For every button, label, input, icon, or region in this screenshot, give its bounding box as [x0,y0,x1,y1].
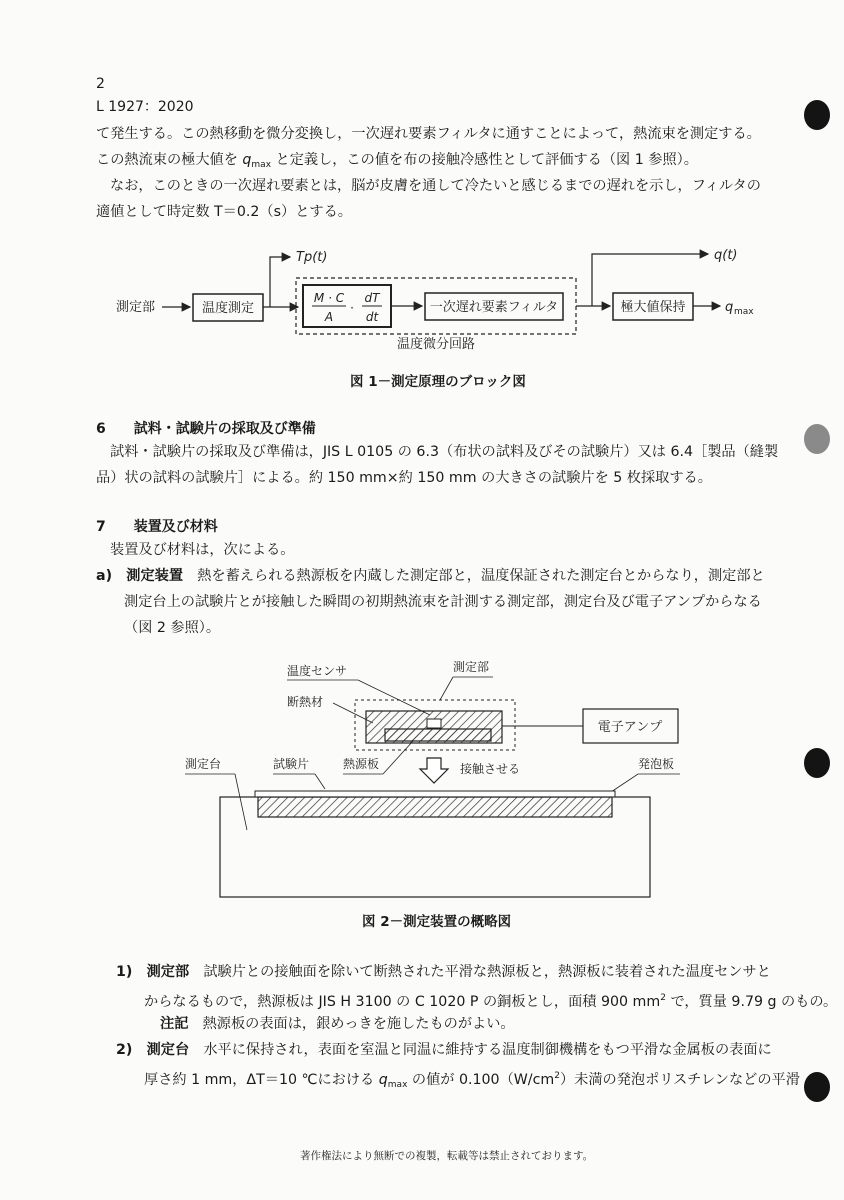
section6-line: 試料・試験片の採取及び準備は，JIS L 0105 の 6.3（布状の試料及びその試験片）又は 6.4［製品（縫製 [110,444,779,460]
filter-label: 一次遅れ要素フィルタ [429,300,559,315]
contact-label: 接触させる [460,762,521,776]
intro-line: この熱流束の極大値を $q_{max}$ と定義し，この値を布の接触冷感性として評価する（図 1 参照）。 [96,152,698,170]
qmax-label: q [725,300,734,315]
note: 注記 熱源板の表面は，銀めっきを施したものがよい。 [160,1016,515,1032]
standard-code: L 1927：2020 [96,99,194,115]
sensor-label: 温度センサ [287,664,348,678]
item2-line: 2) 測定台 水平に保持され，表面を室温と同温に維持する温度制御機構をもつ平滑な金属板の表面に [116,1042,772,1058]
punch-hole [804,100,830,130]
unit-label: 測定部 [453,660,490,674]
punch-hole [804,748,830,778]
item2-line: 厚さ約 1 mm，ΔT＝10 ℃における $q_{max}$ の値が $0.100(W/cm^2)$未満の発泡ポリスチレンなどの平滑 [144,1071,800,1090]
contact-arrow-icon [420,758,448,783]
circuit-label: 温度微分回路 [396,337,476,352]
section7-heading: 7 装置及び材料 [96,519,218,535]
svg-text:dt: dt [365,310,379,324]
svg-text:A: A [324,310,334,324]
specimen-label: 試験片 [273,757,310,771]
svg-text:dT: dT [364,291,380,305]
item-a-line: 測定台上の試験片とが接触した瞬間の初期熱流束を計測する測定部，測定台及び電子アンプからなる [124,594,762,610]
intro-line: て発生する。この熱移動を微分変換し，一次遅れ要素フィルタに通すことによって，熱流束を測定する。 [96,126,761,142]
input-label: 測定部 [116,300,156,315]
max-hold-label: 極大値保持 [620,300,686,315]
section6-heading: 6 試料・試験片の採取及び準備 [96,421,316,437]
heatplate-label: 熱源板 [343,757,380,771]
item1-line: からなるもので，熱源板は JIS H 3100 の C 1020 P の銅板とし，面積 900 $mm^2$ で，質量 9.79 g のもの。 [144,993,838,1010]
item-a-line: （図 2 参照）。 [124,620,221,636]
svg-text:max: max [734,307,754,317]
punch-hole [804,1072,830,1102]
figure1-caption: 図 1－測定原理のブロック図 [350,374,526,390]
q-label: q(t) [714,248,738,263]
item-a-line: a) 測定装置 熱を蓄えられる熱源板を内蔵した測定部と，温度保証された測定台とからなり，測定部と [96,568,765,584]
foam-plate [258,797,612,817]
item1-line: 1) 測定部 試験片との接触面を除いて断熱された平滑な熱源板と，熱源板に装着された温度センサと [116,964,771,980]
heat-plate [385,729,491,741]
apparatus-diagram [175,655,695,900]
figure2-caption: 図 2－測定装置の概略図 [362,914,512,930]
temp-measure-label: 温度測定 [201,301,255,316]
block-diagram [100,240,780,355]
amplifier-label: 電子アンプ [597,720,663,735]
copyright-notice: 著作権法により無断での複製，転載等は禁止されております。 [300,1150,594,1162]
svg-text:·: · [350,301,354,315]
punch-hole [804,424,830,454]
intro-line: 適値として時定数 T＝0.2（s）とする。 [96,204,352,220]
svg-text:M · C: M · C [313,291,345,305]
intro-line: なお，このときの一次遅れ要素とは，脳が皮膚を通して冷たいと感じるまでの遅れを示し，フィルタの [110,178,761,194]
section6-line: 品）状の試料の試験片］による。約 150 mm×約 150 mm の大きさの試験片を 5 枚採取する。 [96,470,712,486]
temperature-sensor [427,719,441,728]
section7-intro: 装置及び材料は，次による。 [110,542,295,558]
page-number: 2 [96,76,105,92]
tp-label: Tp(t) [296,250,328,265]
specimen [255,791,615,797]
insulation-label: 断熱材 [287,695,324,709]
foam-label: 発泡板 [638,757,675,771]
stage-label: 測定台 [185,757,222,771]
